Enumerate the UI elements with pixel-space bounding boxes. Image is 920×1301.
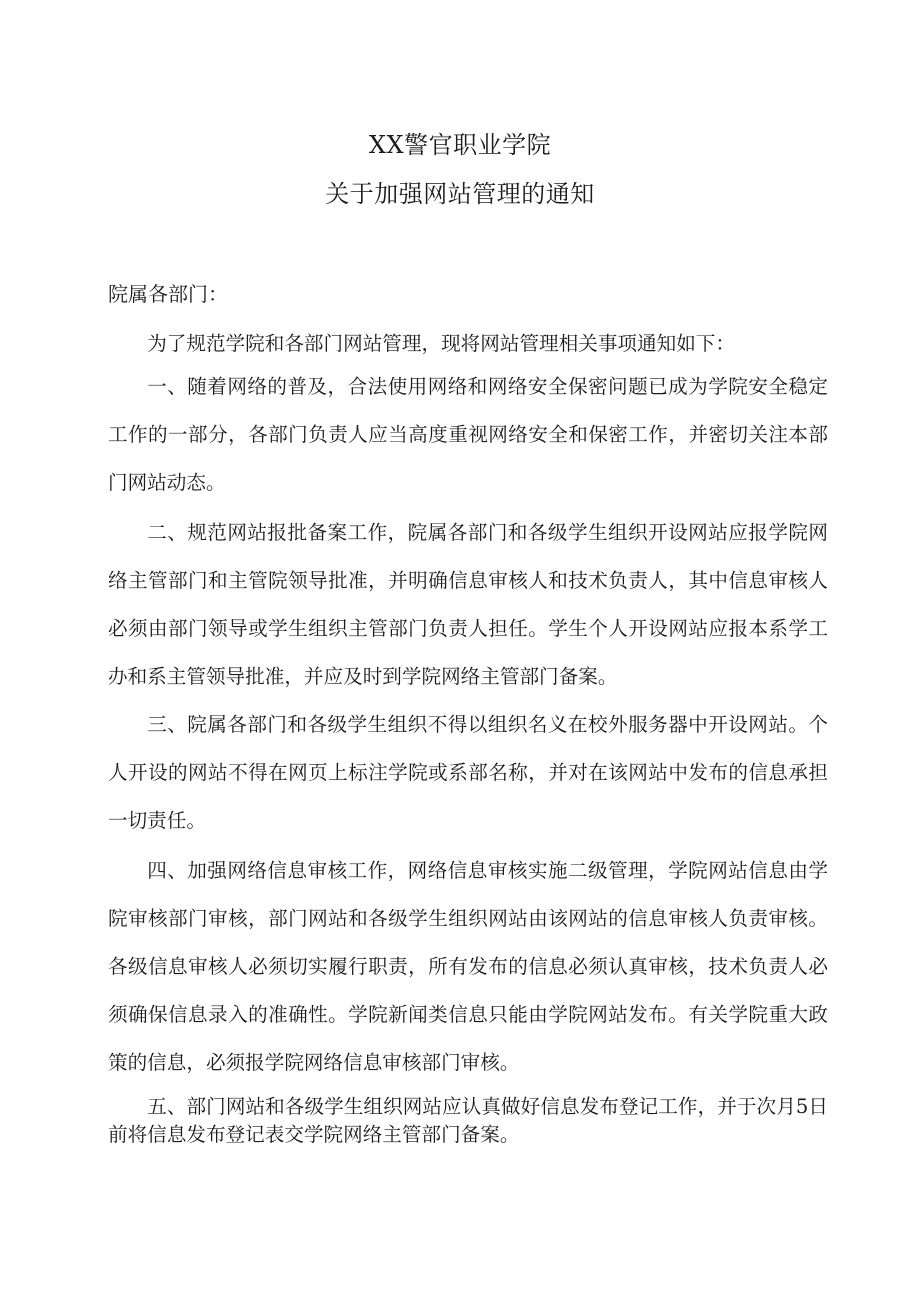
paragraph-item-4: 四、加强网络信息审核工作，网络信息审核实施二级管理，学院网站信息由学院审核部门审核，部门网站和各级学生组织网站由该网站的信息审核人负责审核。各级信息审核人必须切实履行职责，所有发布的信息必须认真审核，技术负责人必须确保信息录入的准确性。学院新闻类信息只能由学院网站发布。有关学院重大政策的信息，必须报学院网络信息审核部门审核。 bbox=[108, 859, 828, 1074]
paragraph-item-2: 二、规范网站报批备案工作，院属各部门和各级学生组织开设网站应报学院网络主管部门和主管院领导批准，并明确信息审核人和技术负责人，其中信息审核人必须由部门领导或学生组织主管部门负责人担任。学生个人开设网站应报本系学工办和系主管领导批准，并应及时到学院网络主管部门备案。 bbox=[108, 521, 828, 688]
intro-paragraph: 为了规范学院和各部门网站管理，现将网站管理相关事项通知如下： bbox=[147, 332, 735, 355]
paragraph-item-3: 三、院属各部门和各级学生组织不得以组织名义在校外服务器中开设网站。个人开设的网站不得在网页上标注学院或系部名称，并对在该网站中发布的信息承担一切责任。 bbox=[108, 713, 828, 832]
institution-name: XX警官职业学院 bbox=[368, 131, 552, 159]
document-title: 关于加强网站管理的通知 bbox=[325, 180, 595, 208]
salutation: 院属各部门： bbox=[108, 282, 228, 306]
paragraph-item-5: 五、部门网站和各级学生组织网站应认真做好信息发布登记工作，并于次月5日前将信息发布登记表交学院网络主管部门备案。 bbox=[108, 1095, 828, 1146]
paragraph-item-1: 一、随着网络的普及，合法使用网络和网络安全保密问题已成为学院安全稳定工作的一部分，各部门负责人应当高度重视网络安全和保密工作，并密切关注本部门网站动态。 bbox=[108, 375, 828, 494]
